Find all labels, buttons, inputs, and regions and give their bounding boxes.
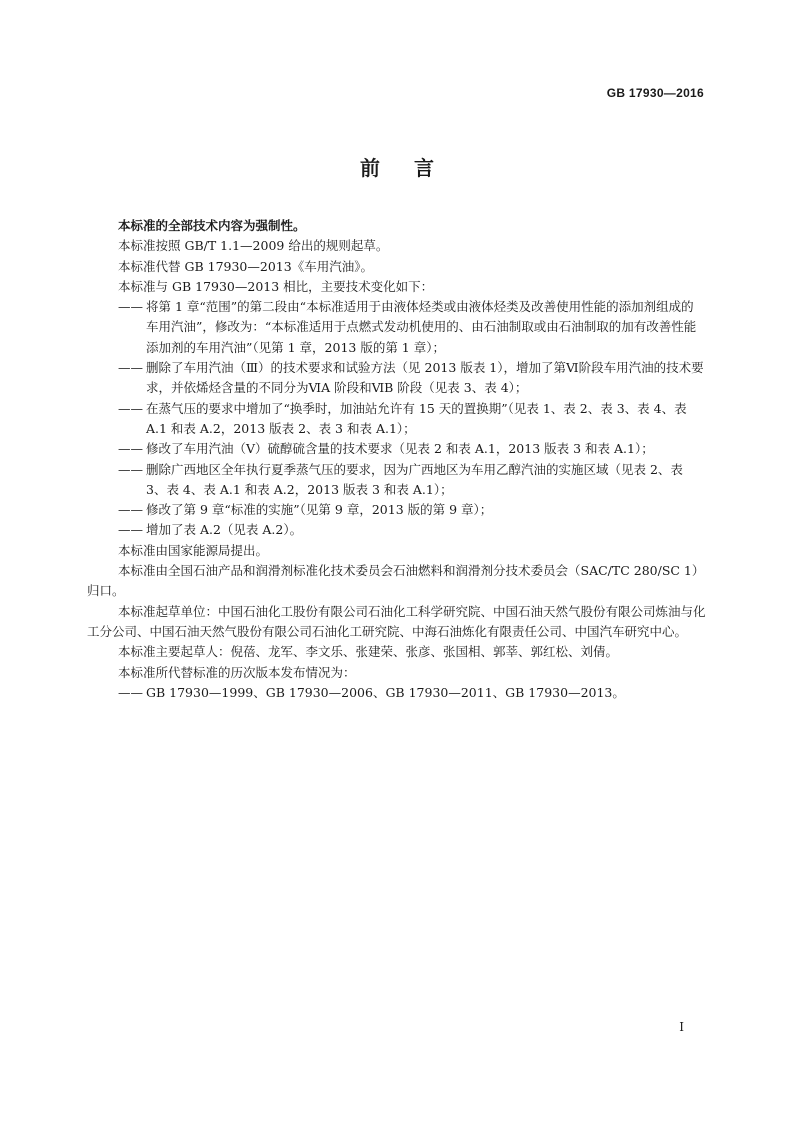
paragraph-mandatory: 本标准的全部技术内容为强制性。 bbox=[118, 218, 306, 233]
paragraph-replaces: 本标准代替 GB 17930—2013《车用汽油》。 bbox=[118, 258, 373, 274]
change-text: 修改了第 9 章“标准的实施”（见第 9 章，2013 版的第 9 章）； bbox=[146, 502, 493, 518]
list-item bbox=[118, 683, 706, 703]
foreword-body bbox=[87, 216, 706, 703]
change-text: 将第 1 章“范围”的第二段由“本标准适用于由液体烃类或由液体烃类及改善使用性能的添加剂组成的车用汽油”，修改为：“本标准适用于点燃式发动机使用的、由石油制取或由石油制取的加有改善性能添加剂的车用汽油”（见第 1 章，2013 版的第 1 章）； bbox=[146, 299, 697, 355]
change-text: 增加了表 A.2（见表 A.2）。 bbox=[146, 522, 303, 538]
list-item bbox=[118, 500, 706, 520]
paragraph-committee: 本标准由全国石油产品和润滑剂标准化技术委员会石油燃料和润滑剂分技术委员会（SAC/TC 280/SC 1）归口。 bbox=[87, 563, 705, 599]
list-item bbox=[118, 358, 706, 399]
list-item bbox=[118, 520, 706, 540]
dash-marker: —— bbox=[118, 502, 143, 518]
paragraph-drafters: 本标准主要起草人：倪蓓、龙军、李文乐、张建荣、张彦、张国相、郭莘、郭红松、刘倩。 bbox=[118, 644, 619, 660]
change-text: 删除了车用汽油（Ⅲ）的技术要求和试验方法（见 2013 版表 1），增加了第Ⅵ阶段车用汽油的技术要求，并依烯烃含量的不同分为ⅥA 阶段和ⅥB 阶段（见表 3、表 4）； bbox=[146, 360, 704, 396]
list-item bbox=[118, 297, 706, 358]
dash-marker: —— bbox=[118, 400, 143, 416]
change-text: 修改了车用汽油（Ⅴ）硫醇硫含量的技术要求（见表 2 和表 A.1，2013 版表 3 和表 A.1）； bbox=[146, 441, 654, 457]
list-item bbox=[118, 460, 706, 501]
change-text: 在蒸气压的要求中增加了“换季时，加油站允许有 15 天的置换期”（见表 1、表 2、表 3、表 4、表 A.1 和表 A.2，2013 版表 2、表 3 和表 A.1）； bbox=[146, 400, 687, 436]
dash-marker: —— bbox=[118, 522, 143, 538]
history-text: GB 17930—1999、GB 17930—2006、GB 17930—2011、GB 17930—2013。 bbox=[146, 684, 625, 700]
dash-marker: —— bbox=[118, 684, 143, 700]
paragraph-drafting-rules: 本标准按照 GB/T 1.1—2009 给出的规则起草。 bbox=[118, 238, 389, 254]
list-item bbox=[118, 399, 706, 440]
dash-marker: —— bbox=[118, 461, 143, 477]
dash-marker: —— bbox=[118, 299, 143, 315]
list-item bbox=[118, 439, 706, 459]
paragraph-proposer: 本标准由国家能源局提出。 bbox=[118, 542, 269, 558]
page-number: I bbox=[679, 1020, 684, 1034]
dash-marker: —— bbox=[118, 441, 143, 457]
paragraph-drafting-units: 本标准起草单位：中国石油化工股份有限公司石油化工科学研究院、中国石油天然气股份有限公司炼油与化工分公司、中国石油天然气股份有限公司石油化工研究院、中海石油炼化有限责任公司、中国汽车研究中心。 bbox=[87, 603, 706, 639]
paragraph-history-intro: 本标准所代替标准的历次版本发布情况为： bbox=[118, 664, 356, 680]
dash-marker: —— bbox=[118, 360, 143, 376]
change-text: 删除广西地区全年执行夏季蒸气压的要求，因为广西地区为车用乙醇汽油的实施区域（见表 2、表 3、表 4、表 A.1 和表 A.2，2013 版表 3 和表 A.1）； bbox=[146, 461, 683, 497]
standard-code: GB 17930—2016 bbox=[606, 86, 704, 100]
paragraph-changes-intro: 本标准与 GB 17930—2013 相比，主要技术变化如下： bbox=[118, 278, 434, 294]
page-title: 前言 bbox=[360, 156, 468, 180]
